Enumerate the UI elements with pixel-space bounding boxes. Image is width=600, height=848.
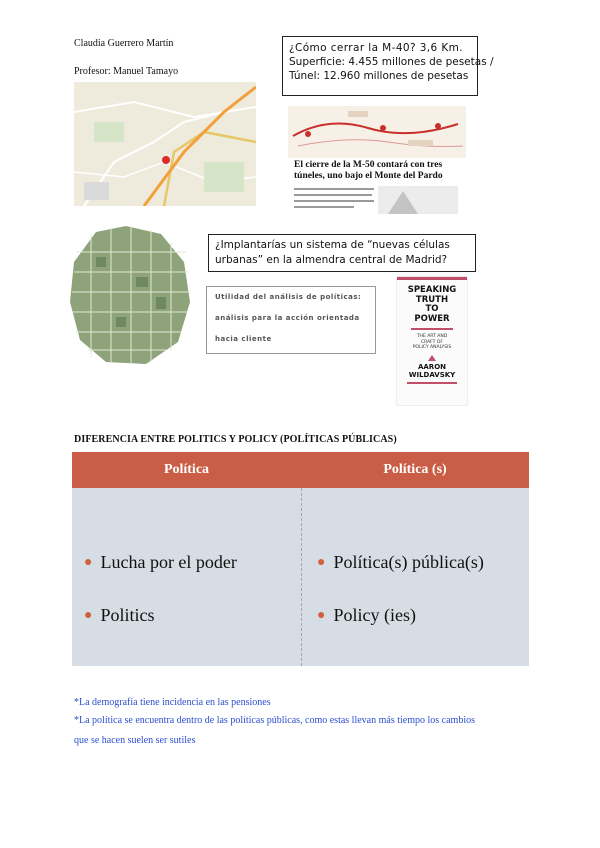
right-list-item-2 <box>317 605 416 626</box>
policy-analysis-line-1: Utilidad del análisis de políticas: <box>215 293 362 301</box>
bullet-icon: ● <box>84 608 93 623</box>
bullet-icon: ● <box>317 608 326 623</box>
table-header-row <box>72 452 529 488</box>
road-map-image <box>74 82 256 206</box>
table-column-divider <box>301 488 302 666</box>
book-subtitle <box>397 334 467 351</box>
news-body-text <box>288 186 466 216</box>
professor-name: Profesor: Manuel Tamayo <box>74 66 179 77</box>
news-clipping-image <box>288 106 466 218</box>
note-line-1: *La demografía tiene incidencia en las pensiones <box>74 697 271 708</box>
book-author-line-1: AARON <box>417 362 447 371</box>
right-list-item-1-label: Política(s) pública(s) <box>333 552 484 572</box>
left-list-item-1 <box>84 552 237 573</box>
book-subtitle-line-2: CRAFT OF <box>421 339 443 345</box>
policy-analysis-line-2: análisis para la acción orientada <box>215 314 360 322</box>
policy-analysis-line-3: hacia cliente <box>215 335 272 343</box>
book-title-line-2: TRUTH <box>415 294 449 305</box>
book-subtitle-line-3: POLICY ANALYSIS <box>412 345 452 350</box>
m40-question-box <box>282 36 494 96</box>
m50-route-map <box>288 106 466 158</box>
urban-cells-question-box <box>208 234 476 272</box>
left-list-item-2 <box>84 605 154 626</box>
table-body <box>72 488 529 666</box>
left-list-item-2-label: Politics <box>100 605 155 625</box>
book-title-line-3: TO <box>425 304 439 314</box>
policy-analysis-box <box>206 286 376 354</box>
note-line-3: que se hacen suelen ser sutiles <box>74 735 196 746</box>
book-cover-image <box>396 276 468 406</box>
m40-question-line-1: ¿Cómo cerrar la M-40? 3,6 Km. <box>289 42 463 54</box>
book-title-line-1: SPEAKING <box>407 285 457 295</box>
bullet-icon: ● <box>84 555 93 570</box>
section-title: DIFERENCIA ENTRE POLITICS Y POLICY (POLÍTICAS PÚBLICAS) <box>74 434 397 445</box>
right-list-item-1 <box>317 552 484 573</box>
book-subtitle-line-1: THE ART AND <box>416 334 448 339</box>
left-list-item-1-label: Lucha por el poder <box>100 552 237 572</box>
urban-green-map-image <box>66 222 194 368</box>
book-title <box>397 286 467 324</box>
politics-policy-table <box>72 452 529 666</box>
table-header-politica: Política <box>163 462 210 477</box>
book-title-line-4: POWER <box>414 313 450 324</box>
book-triangle-icon <box>428 355 436 361</box>
book-author <box>397 363 467 379</box>
bullet-icon: ● <box>317 555 326 570</box>
urban-cells-question-text: ¿Implantarías un sistema de “nuevas células urbanas” en la almendra central de Madrid? <box>215 239 450 266</box>
news-headline: El cierre de la M-50 contará con tres túneles, uno bajo el Monte del Pardo <box>294 160 443 181</box>
book-author-line-2: WILDAVSKY <box>408 370 456 379</box>
right-list-item-2-label: Policy (ies) <box>333 605 416 625</box>
author-name: Claudia Guerrero Martín <box>74 38 174 49</box>
table-header-politicas: Política (s) <box>383 462 447 477</box>
m40-question-line-3: Túnel: 12.960 millones de pesetas <box>289 70 469 82</box>
m40-question-line-2: Superficie: 4.455 millones de pesetas / <box>289 56 494 68</box>
note-line-2: *La política se encuentra dentro de las políticas públicas, como estas llevan más tiempo los cambios <box>74 715 475 726</box>
